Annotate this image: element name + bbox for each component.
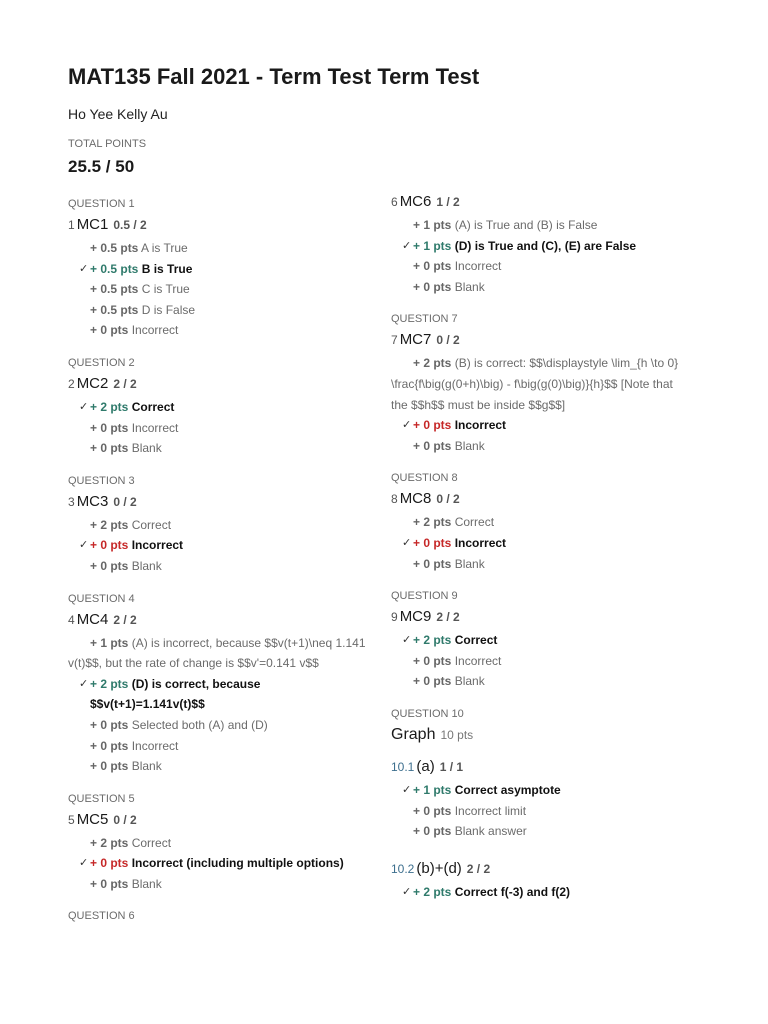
rubric-text: Correct: [454, 515, 495, 530]
question-2: [68, 357, 368, 459]
rubric-item: [68, 736, 368, 757]
rubric-item: [391, 671, 691, 692]
rubric-text: A is True: [141, 241, 188, 255]
rubric-text: Correct: [131, 517, 172, 532]
question-name: MC1: [76, 216, 109, 233]
rubric-points: + 0.5 pts: [90, 241, 139, 255]
question-number: 4: [68, 612, 75, 627]
rubric-points: + 0 pts: [90, 717, 129, 732]
question-score: 1 / 2: [436, 195, 460, 209]
rubric-text: Incorrect (including multiple options): [131, 856, 344, 871]
rubric-item: [68, 418, 368, 439]
rubric-item: [68, 259, 368, 280]
question-4: [68, 593, 368, 777]
check-icon: ✓: [402, 634, 412, 647]
question-name: Graph: [391, 725, 436, 743]
check-icon: ✓: [79, 400, 89, 413]
rubric-points: + 0 pts: [90, 538, 129, 553]
rubric-points: + 1 pts: [413, 238, 452, 253]
rubric-text: Incorrect: [131, 738, 179, 753]
rubric-points: + 2 pts: [90, 676, 129, 691]
rubric-item: [68, 535, 368, 556]
rubric-points: + 0 pts: [413, 556, 452, 571]
rubric-points: + 0 pts: [90, 856, 129, 871]
rubric-points: + 0 pts: [413, 279, 452, 294]
question-header: [391, 608, 691, 625]
rubric-item: [391, 821, 691, 842]
question-7: [391, 313, 691, 456]
rubric-text: (D) is correct, because $$v(t+1)=1.141v(t)$$: [90, 676, 261, 712]
rubric-points: + 0 pts: [90, 323, 129, 338]
rubric-text: Correct: [131, 399, 175, 414]
question-name: MC9: [399, 608, 432, 626]
rubric-text: Blank answer: [454, 824, 527, 839]
rubric-item: [68, 300, 368, 321]
rubric-item: [391, 882, 691, 903]
check-icon: ✓: [402, 419, 412, 432]
question-number: 5: [68, 812, 75, 827]
question-header: [68, 216, 368, 233]
rubric-item: [68, 438, 368, 459]
rubric-points: + 0 pts: [90, 876, 129, 891]
question-score: 2 / 2: [436, 610, 460, 625]
rubric-points: + 1 pts: [413, 218, 452, 232]
rubric-item: [68, 756, 368, 777]
rubric-text: B is True: [141, 261, 193, 276]
question-header: [68, 375, 368, 392]
rubric-text: Blank: [454, 674, 485, 689]
rubric-points: + 0 pts: [90, 420, 129, 435]
question-score: 0.5 / 2: [113, 218, 147, 232]
rubric-points: + 0 pts: [90, 558, 129, 573]
rubric-points: + 0 pts: [413, 259, 452, 274]
question-score: 0 / 2: [113, 494, 137, 509]
rubric-points: + 2 pts: [413, 356, 452, 371]
rubric-text: Incorrect: [131, 538, 184, 553]
question-8: [391, 472, 691, 574]
question-score: 1 / 1: [439, 759, 464, 774]
question-label: QUESTION 9: [391, 590, 458, 603]
question-label: QUESTION 3: [68, 474, 135, 487]
check-icon: ✓: [402, 239, 412, 252]
rubric-points: + 0 pts: [413, 824, 452, 839]
question-score: 0 / 2: [436, 492, 460, 507]
question-6: [391, 193, 691, 297]
rubric-points: + 0 pts: [413, 535, 452, 550]
rubric-points: + 2 pts: [90, 517, 129, 532]
question-number: 8: [391, 492, 398, 507]
rubric-item: [68, 515, 368, 536]
rubric-text: Incorrect: [454, 653, 502, 668]
rubric-text: Incorrect: [454, 418, 507, 433]
question-header: [68, 611, 368, 628]
rubric-item: [391, 780, 691, 801]
rubric-points: + 1 pts: [413, 782, 452, 797]
check-icon: ✓: [79, 677, 89, 690]
rubric-points: + 0 pts: [413, 803, 452, 818]
rubric-points: + 0 pts: [90, 738, 129, 753]
rubric-text: Blank: [454, 438, 485, 453]
question-number: 3: [68, 494, 75, 509]
rubric-text: Incorrect limit: [454, 803, 527, 818]
rubric-points: + 0.5 pts: [90, 302, 139, 317]
rubric-item: [68, 633, 368, 674]
rubric-points: + 2 pts: [413, 633, 452, 648]
question-10-2: [391, 860, 691, 903]
rubric-text: (D) is True and (C), (E) are False: [454, 238, 637, 253]
check-icon: ✓: [402, 783, 412, 796]
rubric-points: + 0.5 pts: [90, 282, 139, 297]
question-name: (a): [416, 757, 435, 775]
question-header: [68, 493, 368, 510]
rubric-item: [391, 236, 691, 257]
rubric-item: [68, 833, 368, 854]
rubric-points: + 0 pts: [413, 418, 452, 433]
check-icon: ✓: [79, 539, 89, 552]
question-number: 6: [391, 195, 398, 209]
total-points-value: 25.5 / 50: [68, 157, 135, 176]
question-number: 2: [68, 376, 75, 391]
rubric-text: Blank: [131, 558, 162, 573]
rubric-item: [68, 397, 368, 418]
question-score: 2 / 2: [466, 861, 491, 876]
left-column: [68, 198, 368, 938]
rubric-points: + 0 pts: [90, 441, 129, 456]
question-name: MC6: [399, 193, 432, 210]
rubric-item: [68, 320, 368, 341]
test-title: MAT135 Fall 2021 - Term Test Term Test: [68, 64, 480, 89]
question-header: [391, 331, 691, 348]
question-label: QUESTION 1: [68, 198, 135, 210]
rubric-item: [391, 215, 691, 236]
right-column: [391, 193, 691, 918]
rubric-text: Blank: [131, 876, 162, 891]
rubric-text: C is True: [141, 282, 190, 297]
rubric-item: [391, 256, 691, 277]
question-score: 0 / 2: [113, 812, 137, 827]
question-label: QUESTION 6: [68, 910, 135, 923]
check-icon: ✓: [402, 536, 412, 549]
rubric-text: Selected both (A) and (D): [131, 717, 268, 732]
rubric-points: + 0 pts: [413, 674, 452, 689]
question-3: [68, 475, 368, 577]
rubric-text: Correct: [131, 835, 172, 850]
question-name: MC2: [76, 374, 109, 392]
question-number: 7: [391, 333, 398, 348]
check-icon: ✓: [79, 262, 89, 275]
question-6-label: [68, 910, 368, 922]
question-score: 2 / 2: [113, 612, 137, 627]
rubric-text: Correct asymptote: [454, 782, 561, 797]
rubric-text: Correct f(-3) and f(2): [454, 884, 571, 899]
rubric-text: (A) is incorrect, because $$v(t+1)\neq 1.141 v(t)$$, but the rate of change is $$v'=0.141 v$$: [68, 635, 366, 671]
check-icon: ✓: [79, 857, 89, 870]
rubric-points: + 2 pts: [90, 399, 129, 414]
rubric-item: [68, 556, 368, 577]
rubric-points: + 0 pts: [90, 759, 129, 774]
question-name: MC3: [76, 492, 109, 510]
rubric-item: [391, 651, 691, 672]
question-name: MC4: [76, 610, 109, 628]
rubric-text: D is False: [141, 302, 196, 317]
rubric-item: [391, 512, 691, 533]
question-label: QUESTION 8: [391, 472, 458, 485]
rubric-text: Incorrect: [131, 323, 179, 338]
student-name: Ho Yee Kelly Au: [68, 106, 168, 122]
question-number: 9: [391, 610, 398, 625]
rubric-item: [391, 353, 691, 415]
question-number: 10.1: [391, 759, 415, 774]
question-10: [391, 708, 691, 902]
rubric-item: [68, 279, 368, 300]
rubric-points: + 2 pts: [413, 515, 452, 530]
rubric-item: [391, 415, 691, 436]
rubric-points: + 0 pts: [413, 438, 452, 453]
question-header: [391, 726, 691, 744]
rubric-item: [391, 533, 691, 554]
question-name: (b)+(d): [416, 859, 462, 877]
rubric-text: Blank: [454, 279, 485, 294]
question-10-1: [391, 758, 691, 842]
rubric-points: + 1 pts: [90, 635, 129, 650]
question-score: 2 / 2: [113, 376, 137, 391]
rubric-text: Incorrect: [454, 259, 502, 274]
rubric-text: Blank: [454, 556, 485, 571]
rubric-item: [391, 801, 691, 822]
question-name: MC8: [399, 490, 432, 508]
check-icon: ✓: [402, 885, 412, 898]
question-score: 10 pts: [440, 727, 474, 742]
question-header: [391, 490, 691, 507]
rubric-points: + 0.5 pts: [90, 261, 139, 276]
rubric-text: (A) is True and (B) is False: [454, 218, 598, 232]
rubric-item: [68, 715, 368, 736]
rubric-text: Blank: [131, 441, 162, 456]
rubric-points: + 2 pts: [413, 884, 452, 899]
rubric-text: (B) is correct: $$\displaystyle \lim_{h \to 0} \frac{f\big(g(0+h)\big) - f\big(g(0)\big)}{h}$$ [Note that the $$h$$ must be inside $$g$$]: [391, 356, 679, 412]
question-number: 1: [68, 218, 75, 232]
question-name: MC7: [399, 331, 432, 349]
rubric-points: + 2 pts: [90, 835, 129, 850]
question-label: QUESTION 10: [391, 707, 464, 720]
question-header: [68, 811, 368, 828]
question-1: [68, 198, 368, 341]
rubric-text: Correct: [454, 633, 498, 648]
rubric-item: [391, 554, 691, 575]
question-header: [391, 758, 691, 775]
rubric-points: + 0 pts: [413, 653, 452, 668]
question-name: MC5: [76, 810, 109, 828]
question-label: QUESTION 4: [68, 592, 135, 605]
question-number: 10.2: [391, 861, 415, 876]
rubric-item: [68, 238, 368, 259]
rubric-item: [391, 436, 691, 457]
question-label: QUESTION 5: [68, 792, 135, 805]
rubric-text: Incorrect: [454, 535, 507, 550]
rubric-item: [68, 874, 368, 895]
question-5: [68, 793, 368, 895]
rubric-text: Blank: [131, 759, 162, 774]
question-header: [391, 193, 691, 210]
question-label: QUESTION 7: [391, 313, 458, 326]
rubric-item: [68, 853, 368, 874]
question-score: 0 / 2: [436, 333, 460, 348]
rubric-item: [68, 674, 368, 715]
rubric-item: [391, 277, 691, 298]
rubric-item: [391, 630, 691, 651]
question-9: [391, 590, 691, 692]
rubric-text: Incorrect: [131, 420, 179, 435]
question-label: QUESTION 2: [68, 356, 135, 369]
total-points-label: TOTAL POINTS: [68, 138, 147, 150]
question-header: [391, 860, 691, 877]
